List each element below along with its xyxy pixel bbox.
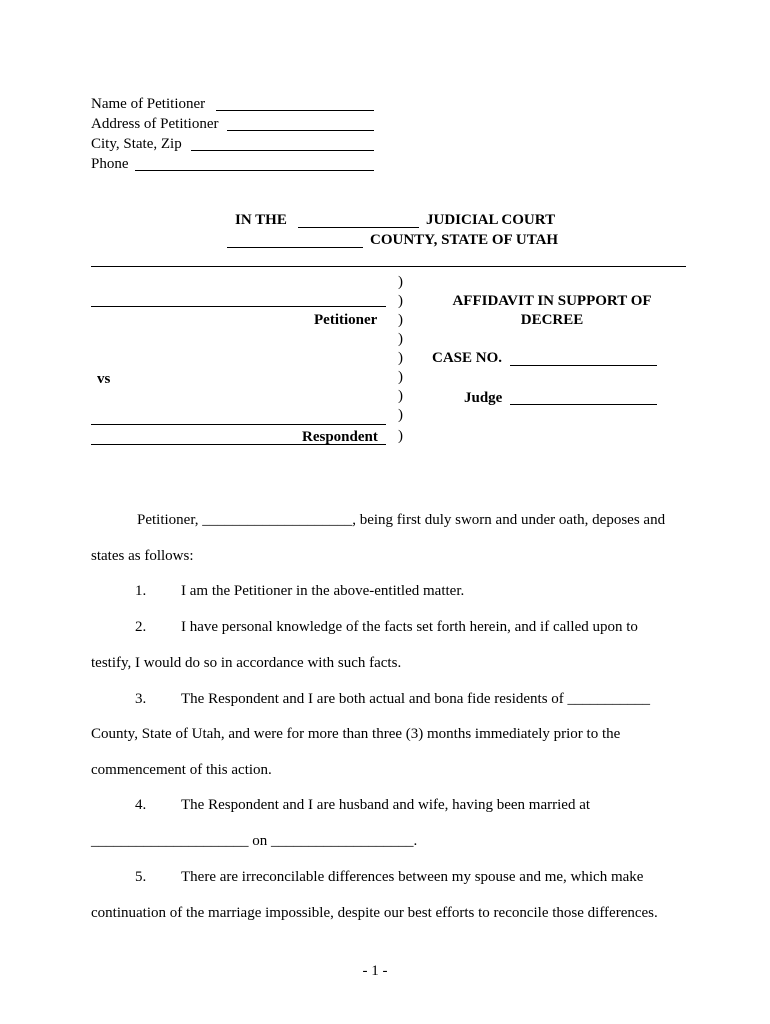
respondent-caption-field-2[interactable] [91, 444, 386, 445]
item-number: 4. [135, 797, 147, 813]
petitioner-address-label: Address of Petitioner [91, 116, 219, 132]
intro-paragraph-cont: states as follows: [91, 548, 194, 564]
county-field[interactable] [227, 247, 363, 248]
caption-paren: ) [398, 428, 403, 444]
petitioner-name-field[interactable] [216, 110, 374, 111]
petitioner-caption-field[interactable] [91, 306, 386, 307]
item-text-cont: _____________________ on ___________________. [91, 833, 418, 849]
court-district-field[interactable] [298, 227, 419, 228]
caption-paren: ) [398, 331, 403, 347]
item-number: 1. [135, 583, 147, 599]
item-number: 5. [135, 869, 147, 885]
caption-paren: ) [398, 274, 403, 290]
court-suffix: JUDICIAL COURT [426, 212, 556, 228]
page-number: - 1 - [362, 963, 388, 979]
item-text: I am the Petitioner in the above-entitled matter. [181, 583, 465, 599]
item-text: I have personal knowledge of the facts set forth herein, and if called upon to [181, 619, 638, 635]
respondent-caption-field-1[interactable] [91, 424, 386, 425]
county-state-label: COUNTY, STATE OF UTAH [370, 232, 559, 248]
phone-label: Phone [91, 156, 129, 172]
caption-paren: ) [398, 369, 403, 385]
petitioner-name-label: Name of Petitioner [91, 96, 206, 112]
phone-field[interactable] [135, 170, 374, 171]
case-no-label: CASE NO. [432, 350, 503, 366]
caption-paren: ) [398, 350, 403, 366]
item-text-cont: County, State of Utah, and were for more than three (3) months immediately prior to the [91, 726, 621, 742]
caption-top-rule [91, 266, 686, 267]
petitioner-address-field[interactable] [227, 130, 374, 131]
judge-label: Judge [464, 390, 503, 406]
caption-paren: ) [398, 312, 403, 328]
caption-paren: ) [398, 407, 403, 423]
court-prefix: IN THE [235, 212, 287, 228]
item-number: 2. [135, 619, 147, 635]
vs-label: vs [97, 371, 111, 387]
caption-paren: ) [398, 293, 403, 309]
affidavit-title-line2: DECREE [520, 312, 584, 328]
judge-field[interactable] [510, 404, 657, 405]
item-text-cont: continuation of the marriage impossible, despite our best efforts to reconcile those differences. [91, 905, 658, 921]
city-state-zip-field[interactable] [191, 150, 374, 151]
item-text: The Respondent and I are both actual and bona fide residents of ___________ [181, 691, 651, 707]
affidavit-title-line1: AFFIDAVIT IN SUPPORT OF [452, 293, 652, 309]
case-no-field[interactable] [510, 365, 657, 366]
respondent-caption-label: Respondent [302, 429, 378, 445]
item-text: The Respondent and I are husband and wife, having been married at [181, 797, 591, 813]
item-number: 3. [135, 691, 147, 707]
petitioner-caption-label: Petitioner [314, 312, 378, 328]
caption-paren: ) [398, 388, 403, 404]
intro-paragraph: Petitioner, ____________________, being first duly sworn and under oath, deposes and [137, 512, 666, 528]
item-text-cont: commencement of this action. [91, 762, 272, 778]
city-state-zip-label: City, State, Zip [91, 136, 182, 152]
item-text-cont: testify, I would do so in accordance with such facts. [91, 655, 402, 671]
item-text: There are irreconcilable differences between my spouse and me, which make [181, 869, 644, 885]
